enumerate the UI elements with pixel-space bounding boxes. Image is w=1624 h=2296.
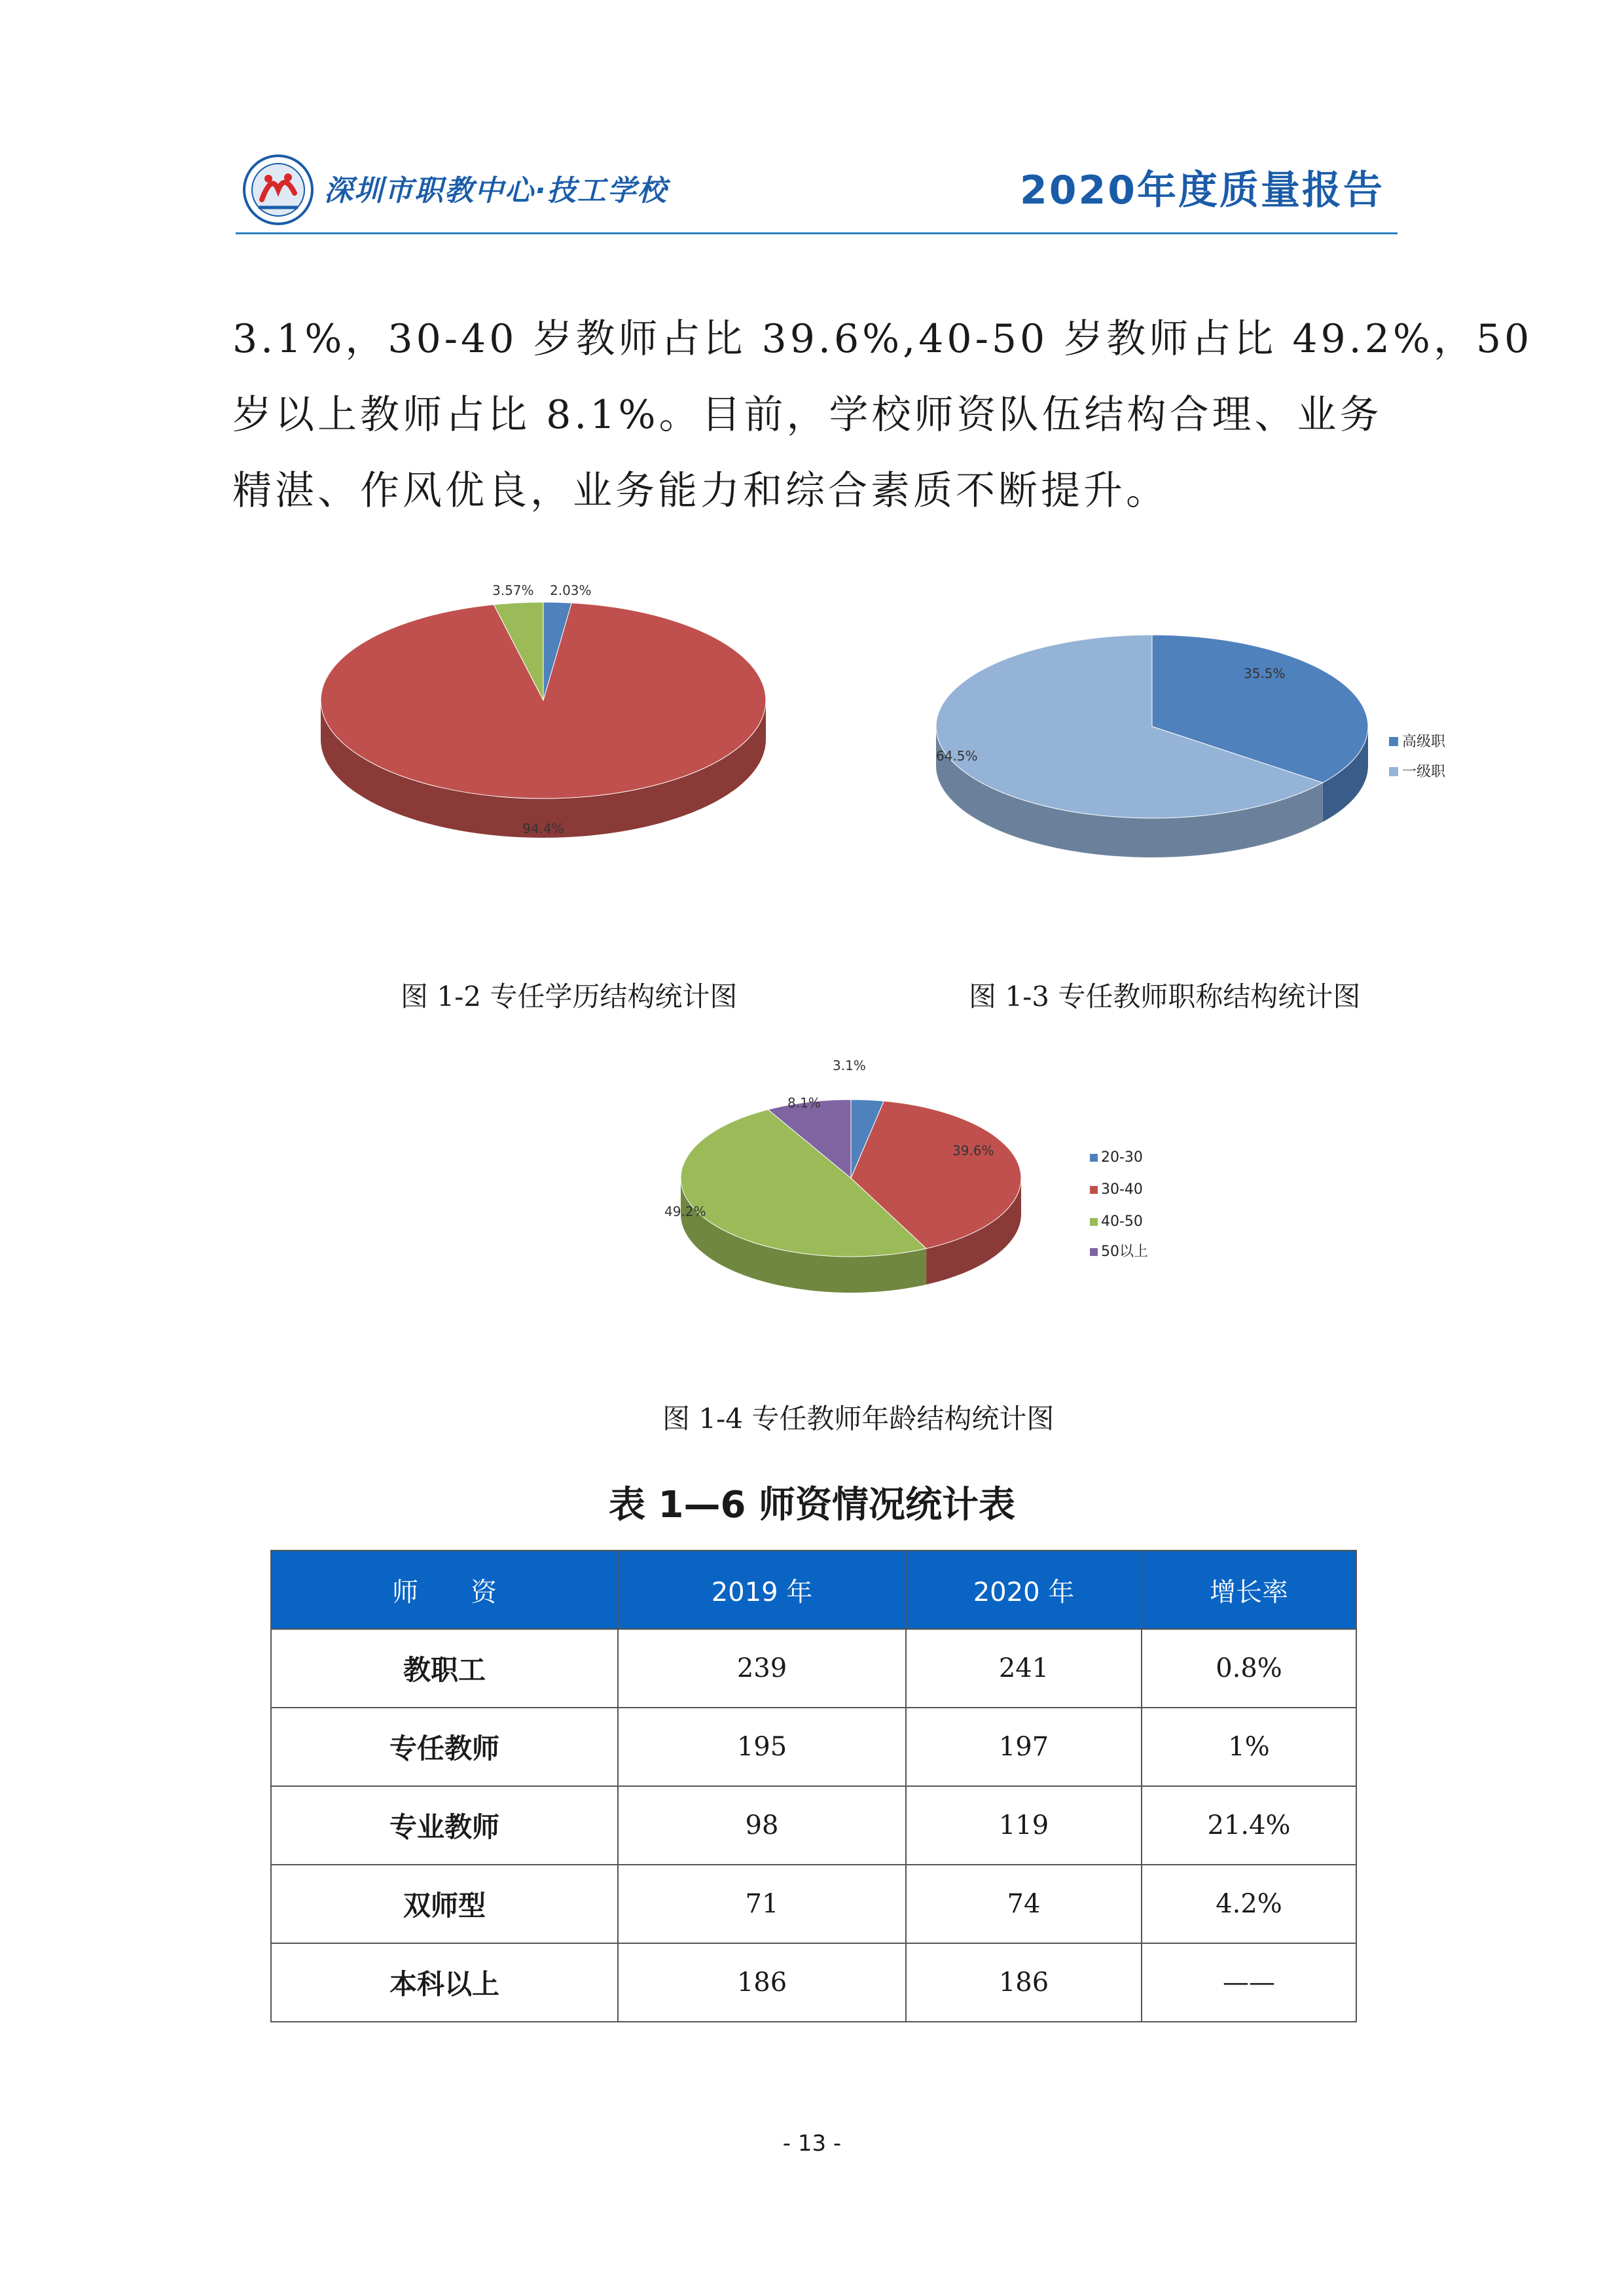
table-cell: 197 [906, 1708, 1142, 1786]
paragraph-line: 3.1%，30-40 岁教师占比 39.6%,40-50 岁教师占比 49.2%，50 [232, 316, 1533, 362]
chart-caption: 图 1-3 专任教师职称结构统计图 [969, 980, 1361, 1013]
table-cell: 241 [906, 1629, 1142, 1708]
data-label: 2.03% [550, 583, 592, 598]
school-name: 深圳市职教中心·技工学校 [324, 174, 668, 207]
legend-label: 20-30 [1101, 1149, 1143, 1166]
legend-label: 30-40 [1101, 1181, 1143, 1198]
age-pie-chart [628, 1047, 1191, 1348]
data-label: 39.6% [952, 1143, 994, 1158]
data-label: 8.1% [787, 1095, 821, 1111]
data-label: 3.1% [833, 1058, 866, 1073]
page-number: - 13 - [782, 2130, 842, 2157]
table-cell: 186 [618, 1943, 906, 2022]
legend-swatch [1090, 1218, 1098, 1226]
column-header: 增长率 [1142, 1551, 1356, 1629]
table-cell: 0.8% [1142, 1629, 1356, 1708]
staff-stats-table [270, 1550, 1357, 2022]
chart-caption: 图 1-4 专任教师年龄结构统计图 [662, 1403, 1055, 1435]
column-header: 师 资 [271, 1551, 618, 1629]
legend-label: 50以上 [1101, 1244, 1148, 1260]
table-cell: 195 [618, 1708, 906, 1786]
column-header: 2019 年 [618, 1551, 906, 1629]
table-cell: 4.2% [1142, 1865, 1356, 1943]
body-paragraph [232, 301, 1533, 529]
column-header: 2020 年 [906, 1551, 1142, 1629]
table-cell: 119 [906, 1786, 1142, 1865]
legend-label: 高级职 [1402, 734, 1446, 750]
table-cell: —— [1142, 1943, 1356, 2022]
data-label: 3.57% [492, 583, 534, 598]
table-cell: 98 [618, 1786, 906, 1865]
table-row [271, 1943, 1356, 2022]
school-logo-icon [242, 154, 314, 226]
table-cell: 71 [618, 1865, 906, 1943]
data-label: 35.5% [1244, 666, 1286, 681]
table-cell: 双师型 [271, 1865, 618, 1943]
table-cell: 239 [618, 1629, 906, 1708]
legend-swatch [1090, 1248, 1098, 1256]
legend-swatch [1090, 1154, 1098, 1162]
education-pie-chart [281, 569, 805, 923]
title-pie-chart [890, 602, 1466, 903]
legend-label: 40-50 [1101, 1213, 1143, 1230]
legend-swatch [1389, 737, 1398, 746]
table-header-row [271, 1551, 1356, 1629]
table-title: 表 1—6 师资情况统计表 [609, 1484, 1015, 1526]
chart-caption: 图 1-2 专任学历结构统计图 [401, 980, 738, 1013]
table-cell: 专任教师 [271, 1708, 618, 1786]
data-label: 94.4% [522, 821, 564, 836]
paragraph-line: 岁以上教师占比 8.1%。目前，学校师资队伍结构合理、业务 [232, 392, 1382, 438]
table-cell: 1% [1142, 1708, 1356, 1786]
table-cell: 186 [906, 1943, 1142, 2022]
table-row [271, 1629, 1356, 1708]
page-header [236, 147, 1398, 234]
report-title: 2020年度质量报告 [1020, 168, 1384, 213]
legend-label: 一级职 [1402, 764, 1446, 780]
table-row [271, 1708, 1356, 1786]
data-label: 64.5% [936, 748, 978, 764]
legend-swatch [1090, 1186, 1098, 1194]
table-cell: 专业教师 [271, 1786, 618, 1865]
data-label: 49.2% [664, 1204, 706, 1219]
paragraph-line: 精湛、作风优良，业务能力和综合素质不断提升。 [232, 468, 1168, 514]
table-cell: 教职工 [271, 1629, 618, 1708]
table-cell: 21.4% [1142, 1786, 1356, 1865]
table-row [271, 1865, 1356, 1943]
legend-swatch [1389, 767, 1398, 776]
table-cell: 本科以上 [271, 1943, 618, 2022]
table-cell: 74 [906, 1865, 1142, 1943]
table-row [271, 1786, 1356, 1865]
